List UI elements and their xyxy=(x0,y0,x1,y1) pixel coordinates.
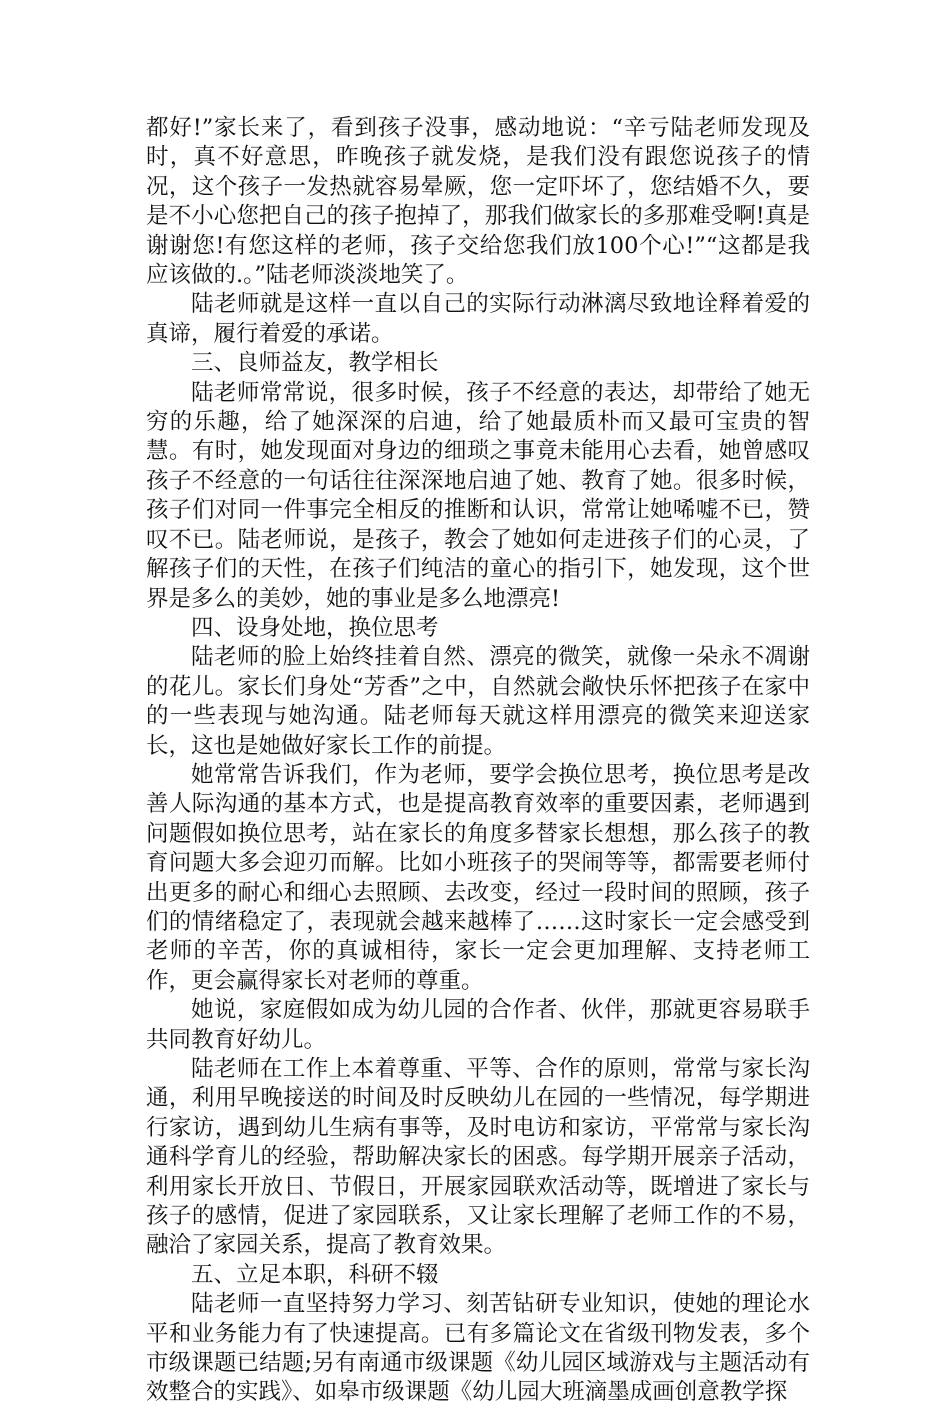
paragraph-9: 陆老师在工作上本着尊重、平等、合作的原则，常常与家长沟通，利用早晚接送的时间及时反映幼儿在园的一些情况，每学期进行家访，遇到幼儿生病有事等，及时电访和家访，平常常与家长沟通科学育儿的经验，帮助解决家长的困惑。每学期开展亲子活动，利用家长开放日、节假日，开展家园联欢活动等，既增进了家长与孩子的感情，促进了家园联系，又让家长理解了老师工作的不易，融洽了家园关系，提高了教育效果。 xyxy=(146,1056,810,1259)
paragraph-8: 她说，家庭假如成为幼儿园的合作者、伙伴，那就更容易联手共同教育好幼儿。 xyxy=(146,997,810,1053)
paragraph-1: 都好!”家长来了，看到孩子没事，感动地说：“辛亏陆老师发现及时，真不好意思，昨晚孩子就发烧，是我们没有跟您说孩子的情况，这个孩子一发热就容易晕厥，您一定吓坏了，您结婚不久，要是不小心您把自己的孩子抱掉了，那我们做家长的多那难受啊!真是谢谢您!有您这样的老师，孩子交给您我们放100个心!”“这都是我应该做的.。”陆老师淡淡地笑了。 xyxy=(146,115,810,289)
document-body xyxy=(146,114,810,1408)
section-heading-4: 四、设身处地，换位思考 xyxy=(191,614,439,641)
section-heading-5: 五、立足本职，科研不辍 xyxy=(191,1261,439,1288)
paragraph-11: 陆老师一直坚持努力学习、刻苦钻研专业知识，使她的理论水平和业务能力有了快速提高。已有多篇论文在省级刊物发表，多个市级课题已结题;另有南通市级课题《幼儿园区域游戏与主题活动有效整合的实践》、如皋市级课题《幼儿园大班滴墨成画创意教学探 xyxy=(146,1291,810,1406)
paragraph-4: 陆老师常常说，很多时候，孩子不经意的表达，却带给了她无穷的乐趣，给了她深深的启迪，给了她最质朴而又最可宝贵的智慧。有时，她发现面对身边的细琐之事竟未能用心去看，她曾感叹孩子不经意的一句话往往深深地启迪了她、教育了她。很多时候，孩子们对同一件事完全相反的推断和认识，常常让她唏嘘不已，赞叹不已。陆老师说，是孩子，教会了她如何走进孩子们的心灵，了解孩子们的天性，在孩子们纯洁的童心的指引下，她发现，这个世界是多么的美妙，她的事业是多么地漂亮! xyxy=(146,379,810,612)
paragraph-2: 陆老师就是这样一直以自己的实际行动淋漓尽致地诠释着爱的真谛，履行着爱的承诺。 xyxy=(146,291,810,347)
paragraph-7: 她常常告诉我们，作为老师，要学会换位思考，换位思考是改善人际沟通的基本方式，也是提高教育效率的重要因素，老师遇到问题假如换位思考，站在家长的角度多替家长想想，那么孩子的教育问题大多会迎刃而解。比如小班孩子的哭闹等等，都需要老师付出更多的耐心和细心去照顾、去改变，经过一段时间的照顾，孩子们的情绪稳定了，表现就会越来越棒了……这时家长一定会感受到老师的辛苦，你的真诚相待，家长一定会更加理解、支持老师工作，更会赢得家长对老师的尊重。 xyxy=(146,761,810,994)
paragraph-6: 陆老师的脸上始终挂着自然、漂亮的微笑，就像一朵永不凋谢的花儿。家长们身处“芳香”之中，自然就会敞快乐怀把孩子在家中的一些表现与她沟通。陆老师每天就这样用漂亮的微笑来迎送家长，这也是她做好家长工作的前提。 xyxy=(146,644,810,759)
section-heading-3: 三、良师益友，教学相长 xyxy=(191,350,439,377)
